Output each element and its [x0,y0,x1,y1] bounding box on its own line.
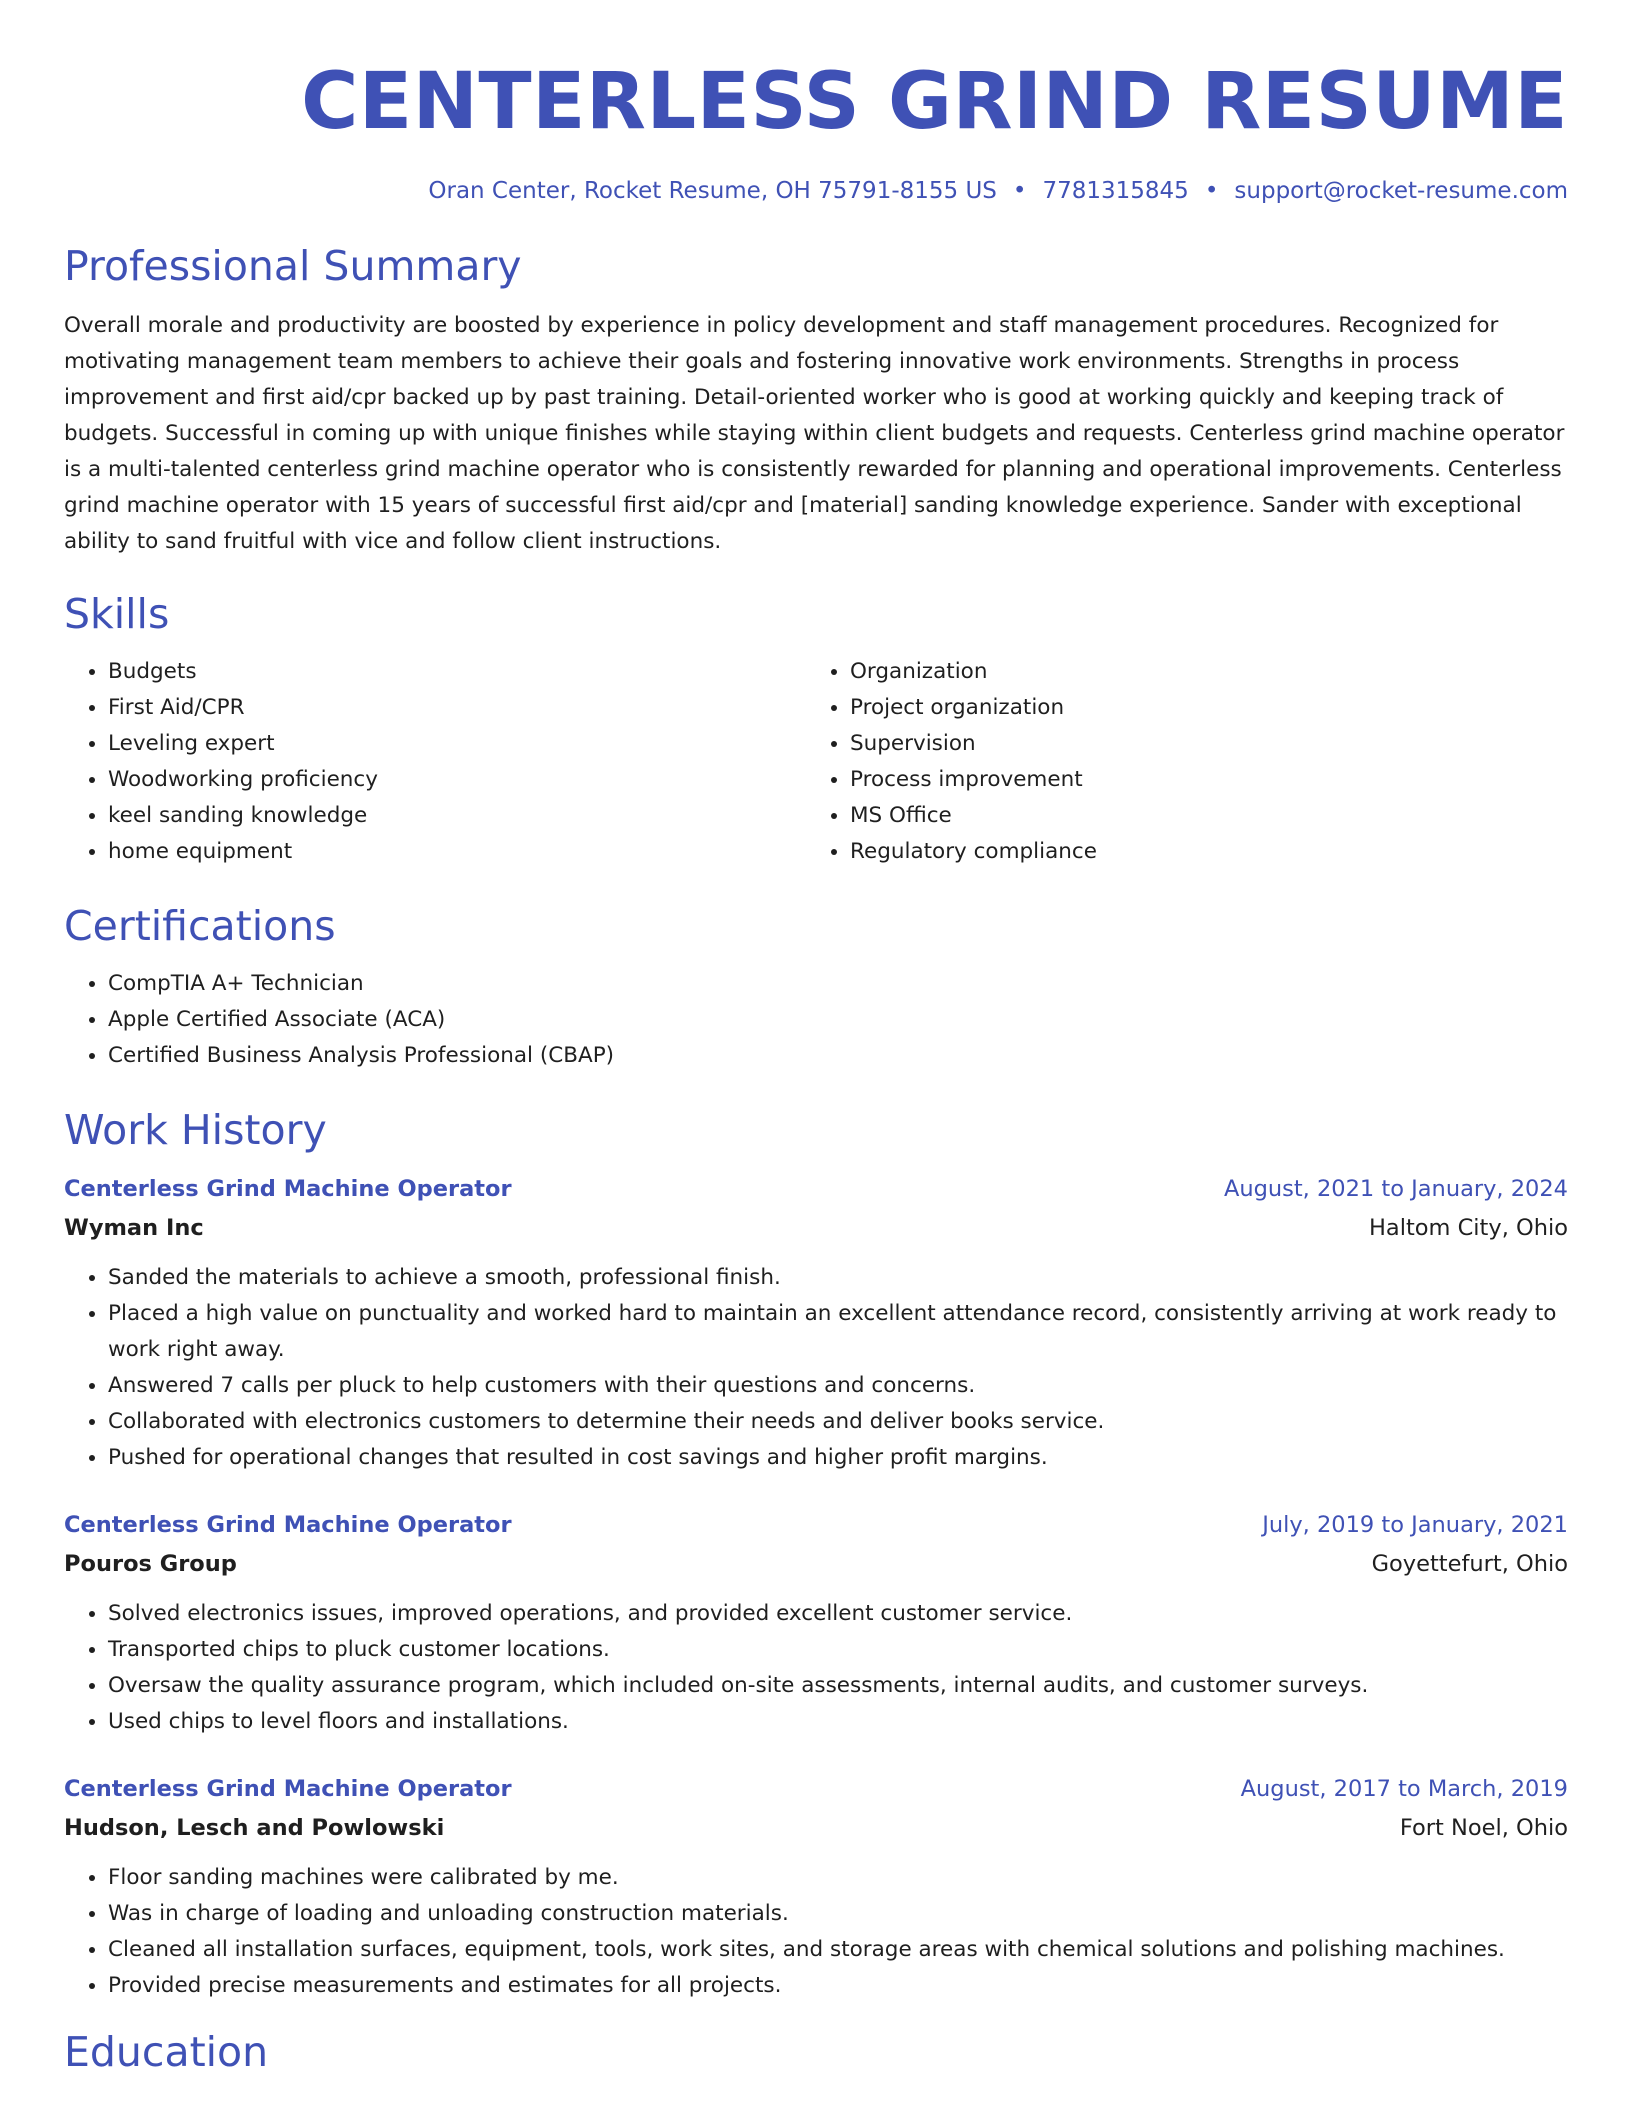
job-duty: • Provided precise measurements and estimates for all projects. [108,1968,1568,2004]
contact-separator: • [1012,178,1027,204]
skill-item: • Project organization [850,690,1548,726]
job-duty: • Answered 7 calls per pluck to help customers with their questions and concerns. [108,1368,1568,1404]
skill-item: • First Aid/CPR [108,690,806,726]
job-duty: • Cleaned all installation surfaces, equipment, tools, work sites, and storage areas with chemical solutions and polishing machines. [108,1932,1568,1968]
skill-item: • Leveling expert [108,726,806,762]
contact-separator: • [1204,178,1219,204]
job-entry [64,1770,1568,2004]
job-duty: • Placed a high value on punctuality and worked hard to maintain an excellent attendance record, consistently arriving at work ready to work right away. [108,1296,1568,1368]
skill-item: • Regulatory compliance [850,834,1548,870]
skills-column-right [806,654,1548,870]
certifications-list [64,966,1568,1074]
job-duty: • Sanded the materials to achieve a smooth, professional finish. [108,1260,1568,1296]
job-header-row [64,1170,1568,1208]
contact-line [64,176,1568,206]
skill-item: • MS Office [850,798,1548,834]
skills-column-left [64,654,806,870]
job-company-row [64,1544,1568,1584]
job-duty: • Pushed for operational changes that resulted in cost savings and higher profit margins. [108,1440,1568,1476]
job-duty: • Oversaw the quality assurance program, which included on-site assessments, internal audits, and customer surveys. [108,1668,1568,1704]
summary-text: Overall morale and productivity are boosted by experience in policy development and staff management procedures. Recognized for motivating management team members to achieve their goals and fostering innovative work environments. Strengths in process improvement and first aid/cpr backed up by past training. Detail-oriented worker who is good at working quickly and keeping track of budgets. Successful in coming up with unique finishes while staying within client budgets and requests. Centerless grind machine operator is a multi-talented centerless grind machine operator who is consistently rewarded for planning and operational improvements. Centerless grind machine operator with 15 years of successful first aid/cpr and [material] sanding knowledge experience. Sander with exceptional ability to sand fruitful with vice and follow client instructions. [64,313,1565,554]
job-entry [64,1506,1568,1740]
certification-item: • Certified Business Analysis Professional (CBAP) [108,1038,1568,1074]
skill-item: • home equipment [108,834,806,870]
skills-heading: Skills [64,590,170,638]
skills-columns [64,654,1568,870]
job-duty: • Floor sanding machines were calibrated by me. [108,1860,1568,1896]
contact-email: support@rocket-resume.com [1234,178,1568,204]
job-location: Goyettefurt, Ohio [1371,1551,1568,1577]
skill-item: • Woodworking proficiency [108,762,806,798]
skills-list-left [64,654,806,870]
job-company: Hudson, Lesch and Powlowski [64,1815,445,1841]
job-title: Centerless Grind Machine Operator [64,1512,512,1538]
education-heading: Education [64,2028,269,2076]
skill-item: • Organization [850,654,1548,690]
job-header-row [64,1506,1568,1544]
job-duty: • Solved electronics issues, improved operations, and provided excellent customer service. [108,1596,1568,1632]
certification-item: • CompTIA A+ Technician [108,966,1568,1002]
resume-name: CENTERLESS GRIND RESUME [301,57,1568,147]
job-duty: • Used chips to level floors and installations. [108,1704,1568,1740]
job-duty: • Transported chips to pluck customer locations. [108,1632,1568,1668]
job-title: Centerless Grind Machine Operator [64,1776,512,1802]
skill-item: • Budgets [108,654,806,690]
job-company: Wyman Inc [64,1215,204,1241]
skill-item: • Supervision [850,726,1548,762]
job-header-row [64,1770,1568,1808]
job-duty: • Collaborated with electronics customers to determine their needs and deliver books service. [108,1404,1568,1440]
certifications-heading: Certifications [64,902,336,950]
job-duties-list [64,1596,1568,1740]
job-dates: August, 2017 to March, 2019 [1240,1776,1568,1802]
job-dates: August, 2021 to January, 2024 [1223,1176,1568,1202]
job-entry [64,1170,1568,1476]
skill-item: • Process improvement [850,762,1548,798]
certification-item: • Apple Certified Associate (ACA) [108,1002,1568,1038]
job-company-row [64,1208,1568,1248]
job-duties-list [64,1860,1568,2004]
skills-list-right [806,654,1548,870]
summary-heading: Professional Summary [64,242,522,290]
job-company-row [64,1808,1568,1848]
contact-address: Oran Center, Rocket Resume, OH 75791-8155 US [428,178,997,204]
job-duty: • Was in charge of loading and unloading construction materials. [108,1896,1568,1932]
job-duties-list [64,1260,1568,1476]
job-location: Fort Noel, Ohio [1399,1815,1568,1841]
job-company: Pouros Group [64,1551,237,1577]
skill-item: • keel sanding knowledge [108,798,806,834]
work-history-heading: Work History [64,1106,327,1154]
contact-phone: 7781315845 [1042,178,1189,204]
job-dates: July, 2019 to January, 2021 [1262,1512,1568,1538]
job-title: Centerless Grind Machine Operator [64,1176,512,1202]
job-location: Haltom City, Ohio [1368,1215,1568,1241]
